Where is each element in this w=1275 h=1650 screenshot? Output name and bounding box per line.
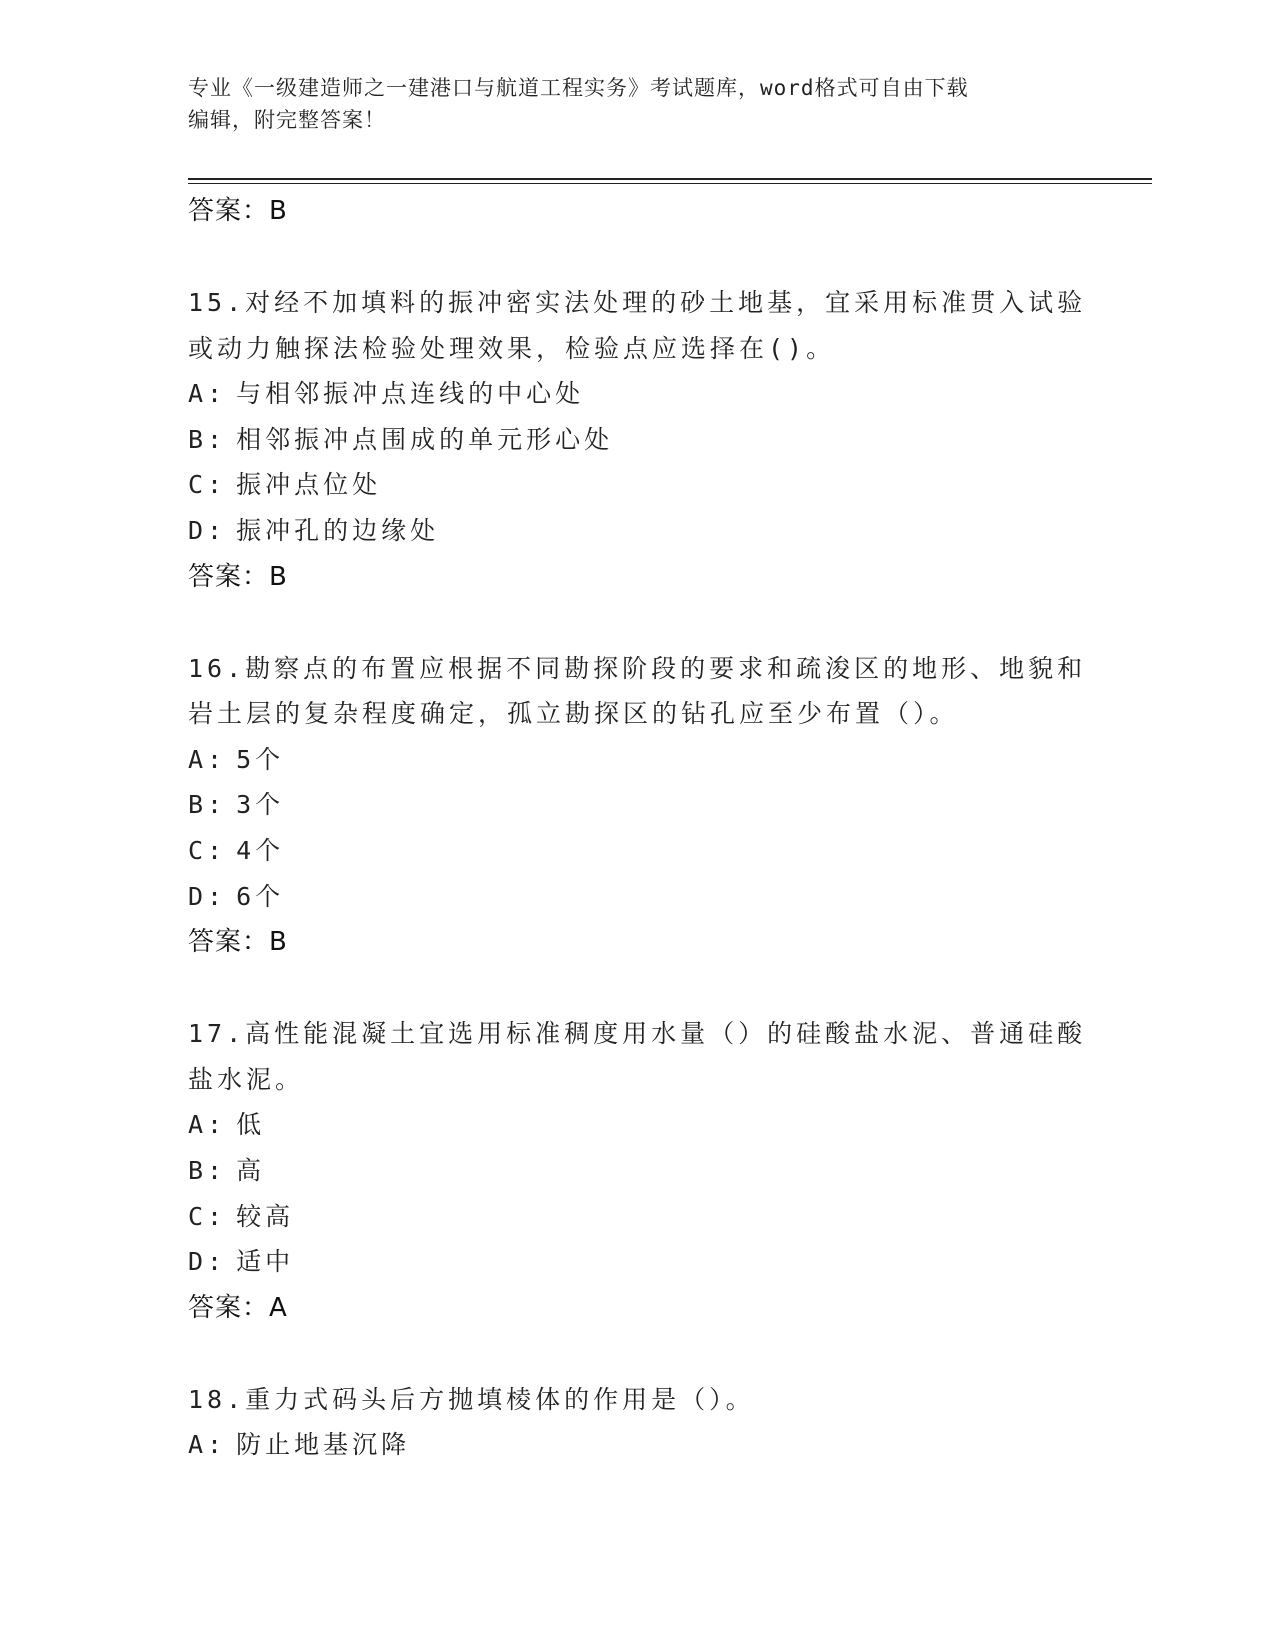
question-text-line: 盐水泥。 xyxy=(188,1064,305,1094)
answer-value: B xyxy=(269,561,288,592)
option-d xyxy=(188,508,1088,554)
option-letter: B: xyxy=(188,424,227,454)
question-text-line: 18.重力式码头后方抛填棱体的作用是（）。 xyxy=(188,1384,755,1414)
header-divider-thick xyxy=(188,178,1152,180)
option-d xyxy=(188,874,1088,920)
option-a xyxy=(188,737,1088,783)
option-text: 低 xyxy=(236,1110,266,1140)
answer-value: B xyxy=(269,196,288,226)
document-header xyxy=(188,72,1088,136)
option-b xyxy=(188,417,1088,463)
question-block xyxy=(188,646,1088,966)
option-text: 较高 xyxy=(236,1201,295,1231)
option-a xyxy=(188,371,1088,417)
option-text: 振冲点位处 xyxy=(236,470,382,500)
option-text: 防止地基沉降 xyxy=(236,1430,411,1460)
option-text: 5个 xyxy=(236,744,285,774)
option-text: 3个 xyxy=(236,790,285,820)
option-letter: C: xyxy=(188,470,227,500)
answer-line xyxy=(188,919,1088,965)
option-letter: C: xyxy=(188,835,227,865)
answer-line xyxy=(188,188,1088,234)
answer-value: A xyxy=(269,1292,288,1323)
option-text: 4个 xyxy=(236,835,285,865)
option-letter: A: xyxy=(188,1430,227,1460)
answer-label: 答案： xyxy=(188,196,270,226)
option-b xyxy=(188,782,1088,828)
option-text: 振冲孔的边缘处 xyxy=(236,515,440,545)
header-divider-thin xyxy=(188,183,1152,184)
option-text: 相邻振冲点围成的单元形心处 xyxy=(236,424,614,454)
option-a xyxy=(188,1422,1088,1468)
option-letter: C: xyxy=(188,1201,227,1231)
header-line-1: 专业《一级建造师之一建港口与航道工程实务》考试题库，word格式可自由下载 xyxy=(188,76,969,100)
question-block xyxy=(188,280,1088,600)
option-a xyxy=(188,1102,1088,1148)
answer-value: B xyxy=(269,927,288,958)
answer-label: 答案： xyxy=(188,1292,270,1323)
option-b xyxy=(188,1148,1088,1194)
answer-line xyxy=(188,554,1088,600)
option-text: 高 xyxy=(236,1155,266,1185)
question-text-line: 岩土层的复杂程度确定，孤立勘探区的钻孔应至少布置（）。 xyxy=(188,699,959,729)
option-c xyxy=(188,1194,1088,1240)
option-c xyxy=(188,828,1088,874)
option-letter: B: xyxy=(188,790,227,820)
question-list xyxy=(188,188,1088,1468)
option-letter: A: xyxy=(188,1110,227,1140)
option-letter: D: xyxy=(188,881,227,911)
option-letter: B: xyxy=(188,1155,227,1185)
answer-label: 答案： xyxy=(188,927,270,958)
question-text-line: 17.高性能混凝土宜选用标准稠度用水量（）的硅酸盐水泥、普通硅酸 xyxy=(188,1019,1087,1049)
option-letter: A: xyxy=(188,744,227,774)
answer-label: 答案： xyxy=(188,561,270,592)
option-letter: D: xyxy=(188,515,227,545)
question-block xyxy=(188,1377,1088,1468)
option-d xyxy=(188,1239,1088,1285)
option-c xyxy=(188,462,1088,508)
question-text-line: 16.勘察点的布置应根据不同勘探阶段的要求和疏浚区的地形、地貌和 xyxy=(188,653,1087,683)
option-letter: A: xyxy=(188,379,227,409)
header-line-2: 编辑，附完整答案！ xyxy=(188,108,386,132)
option-text: 适中 xyxy=(236,1247,295,1277)
question-text-line: 15.对经不加填料的振冲密实法处理的砂土地基，宜采用标准贯入试验 xyxy=(188,288,1087,317)
option-text: 6个 xyxy=(236,881,285,911)
question-block xyxy=(188,1011,1088,1331)
option-letter: D: xyxy=(188,1247,227,1277)
question-text-line: 或动力触探法检验处理效果，检验点应选择在()。 xyxy=(188,333,836,363)
answer-line xyxy=(188,1285,1088,1331)
option-text: 与相邻振冲点连线的中心处 xyxy=(236,379,585,409)
